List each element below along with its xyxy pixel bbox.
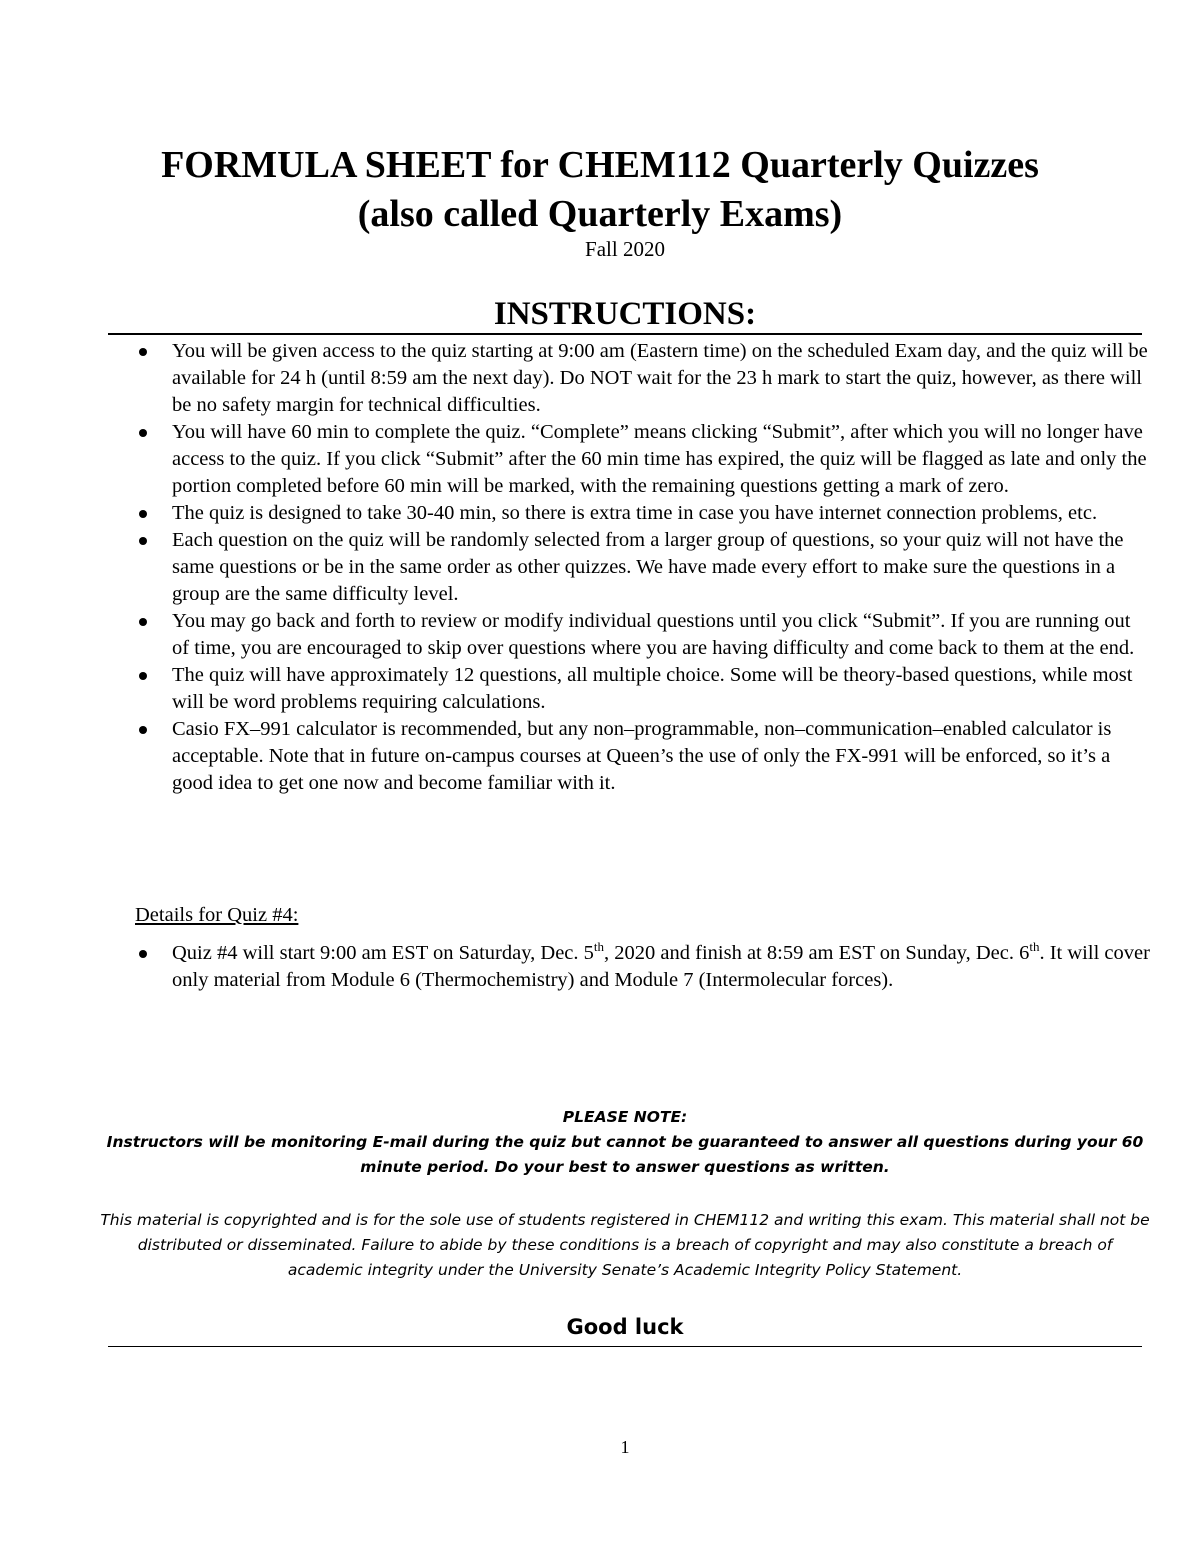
list-item [130, 500, 1150, 527]
bullet-icon [139, 429, 147, 437]
list-item [130, 338, 1150, 419]
instructions-list [130, 338, 1150, 797]
please-note-heading: PLEASE NOTE: [562, 1108, 688, 1126]
ordinal-suffix: th [1029, 939, 1040, 955]
details-text-part2: , 2020 and finish at 8:59 am EST on Sunday, Dec. 6 [604, 942, 1030, 964]
closing-text: Good luck [566, 1315, 684, 1339]
term-label: Fall 2020 [585, 237, 665, 261]
closing-divider [108, 1346, 1142, 1347]
bullet-icon [139, 726, 147, 734]
instructions-divider [108, 333, 1142, 335]
page-title-subline: (also called Quarterly Exams) [357, 193, 843, 235]
bullet-icon [139, 348, 147, 356]
bullet-icon [139, 618, 147, 626]
instruction-text: Casio FX–991 calculator is recommended, but any non–programmable, non–communication–enabled calculator is acceptable. Note that in future on-campus courses at Queen’s the use of only the FX-991 will be enforced, so it’s a good idea to get one now and become familiar with it. [172, 718, 1112, 794]
details-text-part3: . It will cover only material from Module 6 (Thermochemistry) and Module 7 (Intermolecular forces). [172, 942, 1150, 991]
monitoring-notice: Instructors will be monitoring E-mail during the quiz but cannot be guaranteed to answer all questions during your 60 minute period. Do your best to answer questions as written. [106, 1133, 1144, 1176]
instruction-text: Each question on the quiz will be randomly selected from a larger group of questions, so your quiz will not have the same questions or be in the same order as other quizzes. We have made every effort to make sure the questions in a group are the same difficulty level. [172, 529, 1124, 605]
list-item [130, 716, 1150, 797]
ordinal-suffix: th [593, 939, 605, 955]
please-note-block [100, 1105, 1150, 1180]
list-item [130, 527, 1150, 608]
bullet-icon [139, 950, 147, 958]
instruction-text: You will have 60 min to complete the quiz. “Complete” means clicking “Submit”, after which you will no longer have access to the quiz. If you click “Submit” after the 60 min time has expired, the quiz will be flagged as late and only the portion completed before 60 min will be marked, with the remaining questions getting a mark of zero. [172, 421, 1147, 497]
list-item [130, 940, 1150, 994]
instruction-text: The quiz is designed to take 30-40 min, so there is extra time in case you have internet connection problems, etc. [172, 502, 1098, 524]
bullet-icon [139, 672, 147, 680]
page-number: 1 [620, 1437, 630, 1457]
bullet-icon [139, 510, 147, 518]
list-item [130, 662, 1150, 716]
copyright-notice: This material is copyrighted and is for the sole use of students registered in CHEM112 and writing this exam. This material shall not be distributed or disseminated. Failure to abide by these conditions is a breach of copyright and may also constitute a breach of academic integrity under the University Senate’s Academic Integrity Policy Statement. [100, 1211, 1150, 1279]
list-item [130, 608, 1150, 662]
instruction-text: The quiz will have approximately 12 questions, all multiple choice. Some will be theory-based questions, while most will be word problems requiring calculations. [172, 664, 1133, 713]
page-title: FORMULA SHEET for CHEM112 Quarterly Quizzes [161, 144, 1039, 186]
instructions-heading: INSTRUCTIONS: [493, 296, 757, 332]
quiz-details-list [130, 940, 1150, 994]
quiz-details-heading: Details for Quiz #4: [135, 904, 299, 926]
details-text-part1: Quiz #4 will start 9:00 am EST on Saturday, Dec. 5 [172, 942, 594, 964]
list-item [130, 419, 1150, 500]
instruction-text: You may go back and forth to review or modify individual questions until you click “Submit”. If you are running out of time, you are encouraged to skip over questions where you are having difficulty and come back to them at the end. [172, 610, 1135, 659]
instruction-text: You will be given access to the quiz starting at 9:00 am (Eastern time) on the scheduled Exam day, and the quiz will be available for 24 h (until 8:59 am the next day). Do NOT wait for the 23 h mark to start the quiz, however, as there will be no safety margin for technical difficulties. [172, 340, 1148, 416]
bullet-icon [139, 537, 147, 545]
